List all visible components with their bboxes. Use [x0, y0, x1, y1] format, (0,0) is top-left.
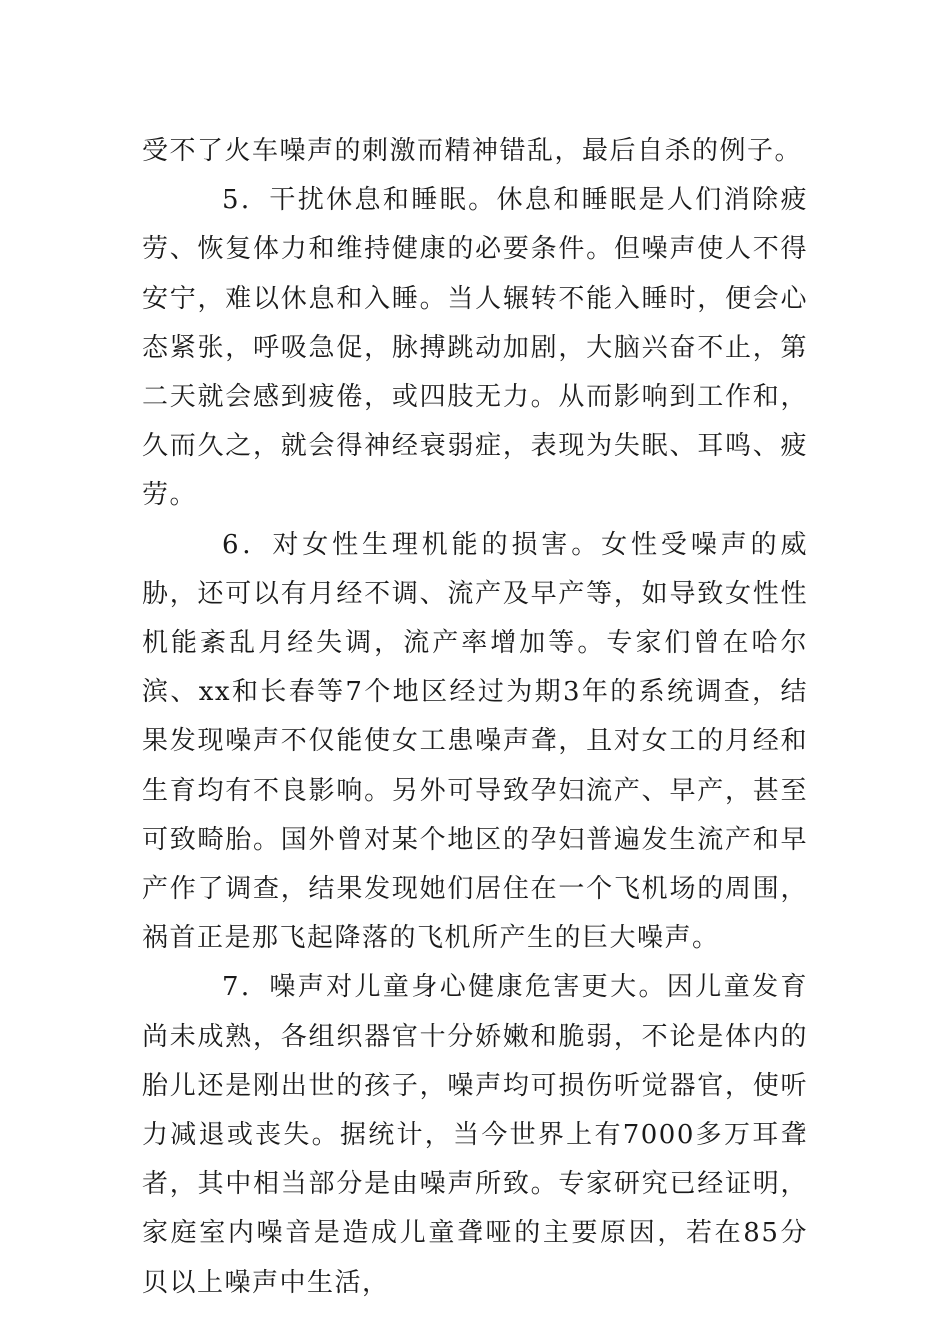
- document-body: [142, 127, 808, 1308]
- paragraph-item-5: 5．干扰休息和睡眠。休息和睡眠是人们消除疲劳、恢复体力和维持健康的必要条件。但噪声使人不得安宁，难以休息和入睡。当人辗转不能入睡时，便会心态紧张，呼吸急促，脉搏跳动加剧，大脑兴奋不止，第二天就会感到疲倦，或四肢无力。从而影响到工作和，久而久之，就会得神经衰弱症，表现为失眠、耳鸣、疲劳。: [142, 185, 808, 511]
- paragraph-item-6: 6．对女性生理机能的损害。女性受噪声的威胁，还可以有月经不调、流产及早产等，如导致女性性机能紊乱月经失调，流产率增加等。专家们曾在哈尔滨、xx和长春等7个地区经过为期3年的系统调查，结果发现噪声不仅能使女工患噪声聋，且对女工的月经和生育均有不良影响。另外可导致孕妇流产、早产，甚至可致畸胎。国外曾对某个地区的孕妇普遍发生流产和早产作了调查，结果发现她们居住在一个飞机场的周围，祸首正是那飞起降落的飞机所产生的巨大噪声。: [142, 529, 808, 954]
- paragraph-item-7: 7．噪声对儿童身心健康危害更大。因儿童发育尚未成熟，各组织器官十分娇嫩和脆弱，不论是体内的胎儿还是刚出世的孩子，噪声均可损伤听觉器官，使听力减退或丧失。据统计，当今世界上有7000多万耳聋者，其中相当部分是由噪声所致。专家研究已经证明，家庭室内噪音是造成儿童聋哑的主要原因，若在85分贝以上噪声中生活，: [142, 972, 808, 1298]
- paragraph-continuation: 受不了火车噪声的刺激而精神错乱，最后自杀的例子。: [142, 136, 803, 166]
